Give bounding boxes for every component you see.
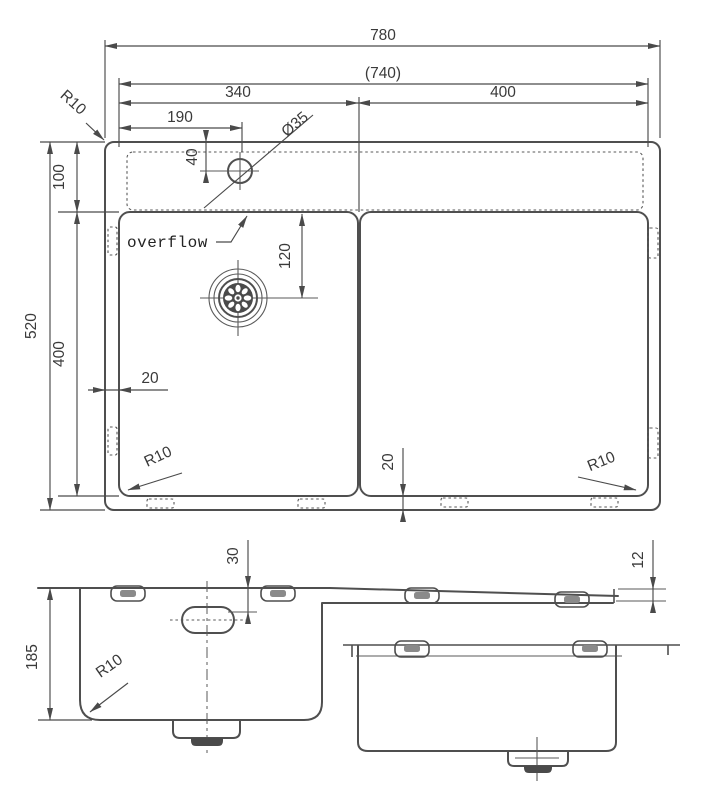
mounting-clip (108, 427, 117, 455)
mounting-clip (573, 641, 607, 657)
drain-fitting-left (173, 721, 240, 746)
dim-740-label: (740) (364, 65, 402, 82)
drain-strainer-icon (200, 260, 318, 336)
radius-bottom-left-label: R10 (141, 443, 175, 471)
right-bowl-section (343, 641, 680, 781)
dim-400w-label: 400 (490, 84, 516, 101)
mounting-clip (147, 499, 174, 508)
dim-20-bottom-label: 20 (380, 453, 397, 471)
mounting-clip (298, 499, 325, 508)
overflow-label: overflow (127, 234, 208, 252)
overflow-leader (216, 216, 247, 242)
extension-lines-top (40, 40, 660, 510)
mounting-clip (591, 498, 618, 507)
section-view (24, 540, 680, 781)
mounting-clip (395, 641, 429, 657)
mounting-clip (648, 228, 658, 258)
deck-recess-dashed (127, 152, 643, 210)
radius-section-leader (90, 683, 128, 712)
dim-12-label: 12 (630, 551, 647, 569)
radius-top-left-label: R10 (56, 86, 90, 119)
dim-d35-label: Ø35 (278, 108, 312, 141)
mounting-clip (108, 227, 117, 255)
radius-bottom-right-label: R10 (584, 448, 618, 476)
dim-340-label: 340 (225, 84, 251, 101)
dim-30-label: 30 (225, 547, 242, 565)
drain-fitting-right (508, 737, 568, 781)
radius-bottom-left-leader (128, 473, 182, 490)
mounting-clip (441, 498, 468, 507)
radius-section-label: R10 (92, 651, 126, 682)
mounting-clip (648, 428, 658, 458)
dim-100-label: 100 (51, 164, 68, 190)
dim-120-label: 120 (277, 243, 294, 269)
dim-190-label: 190 (167, 109, 193, 126)
top-view (23, 27, 660, 522)
dim-780-label: 780 (370, 27, 396, 44)
right-bowl-profile (358, 646, 616, 751)
radius-top-left-leader (86, 123, 104, 140)
radius-bottom-right-leader (578, 477, 636, 490)
dim-20-left-label: 20 (141, 370, 159, 387)
dim-520-label: 520 (23, 313, 40, 339)
dim-400h-label: 400 (51, 341, 68, 367)
dim-185-label: 185 (24, 644, 41, 670)
left-bowl-section-profile (80, 588, 613, 720)
dim-40-label: 40 (184, 148, 201, 166)
